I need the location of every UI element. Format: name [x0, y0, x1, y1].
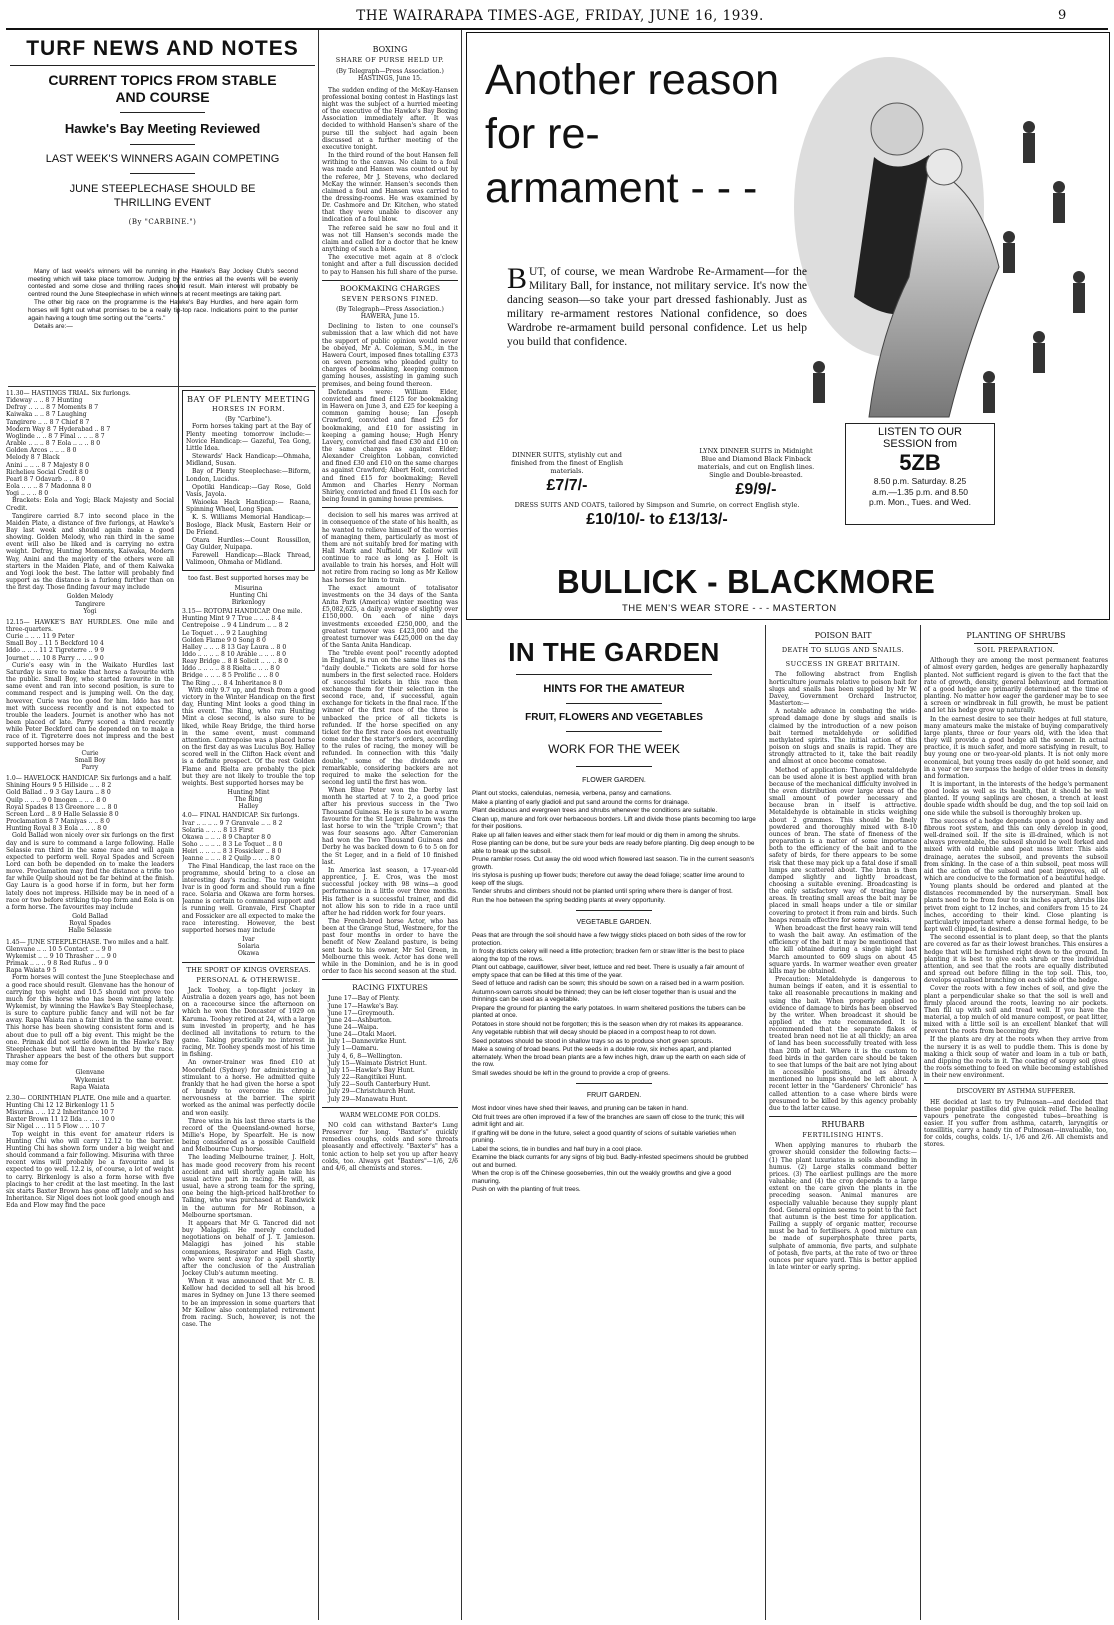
entry-row: Woglinde .. .. 8 7 Final .. .. .. 8 7 [6, 432, 105, 440]
turf-head2: Hawke's Bay Meeting Reviewed [64, 121, 261, 136]
flower-tip: Plant out stocks, calendulas, nemesia, verbena, pansy and carnations. [472, 790, 672, 797]
fixture-item: June 17—Bay of Plenty. [328, 995, 400, 1003]
race-5-table [6, 1102, 174, 1131]
fruit-garden-title: FRUIT GARDEN. [586, 1092, 642, 1099]
pick-item: Glenvane [75, 1069, 105, 1077]
ad-store: THE MEN'S WEAR STORE - - - MASTERTON [622, 603, 837, 614]
fixture-item: July 4, 6, 8—Wellington. [328, 1052, 403, 1060]
bookmaking-title: BOOKMAKING CHARGES [339, 283, 441, 293]
poison-p4: When broadcast the first heavy rain will tend to wash the bait away. An estimation of the efficiency of the bait it may be mentioned that the kill obtained during a single night last March amounted to 609 slugs on about 45 square yards. In warmer weather even greater kills may be obtained. [769, 924, 917, 975]
sport-sub: PERSONAL & OTHERWISE. [196, 975, 301, 984]
bop-race-1: 3.15— ROTOPAI HANDICAP. One mile. [182, 608, 303, 616]
pick-item: Ivar [242, 936, 255, 944]
entry-row: Hunting Royal 8 3 Eola .. .. .. 8 0 [6, 825, 107, 833]
race-4-title: 1.45— JUNE STEEPLECHASE. Two miles and a half. [6, 938, 169, 946]
entry-row: Iddo .. .. .. 11 2 Tigreterre .. 9 9 [6, 647, 105, 655]
race-3-title: 1.0— HAVELOCK HANDICAP. Six furlongs and a half. [6, 775, 172, 783]
race-1-title: 11.30— HASTINGS TRIAL. Six furlongs. [6, 390, 131, 397]
pick-item: Curie [81, 749, 99, 757]
vegetable-tip: Any vegetable rubbish that will decay should be placed in a compost heap to rot down. [472, 1029, 717, 1036]
garden-sub1: HINTS FOR THE AMATEUR [543, 683, 685, 695]
bop-picks-1 [182, 585, 315, 606]
fixtures-title: RACING FIXTURES [352, 983, 428, 993]
flower-tip: Rake up all fallen leaves and either stack them for leaf mould or dig them in among the shrubs. [472, 831, 740, 839]
entry-row: Shining Hours 9 5 Hillside .. .. 8 2 [6, 782, 112, 790]
vegetable-tip: Make a sowing of broad beans. Put the seeds in a double row, six inches apart, and planted alternately. When the broad bean plants are a few inches high, draw up the earth on each side of the row. [472, 1046, 746, 1068]
entry-row: Kaiwaka .. .. 8 7 Laughing [6, 411, 87, 419]
poison-sub: DEATH TO SLUGS AND SNAILS. [781, 646, 905, 655]
bop-p8: Farewell Handicap:—Black Thread, Valimoon, Ohmaha or Midland. [186, 552, 311, 567]
bop-p7: Otara Hurdles:—Count Roussillon, Gay Gulder, Nuipapa. [186, 536, 311, 551]
flower-tip: Iris stylosa is pushing up flower buds; therefore cut away the dead foliage; scatter lime around to keep off the slugs. [472, 872, 745, 887]
vegetable-list [466, 932, 762, 1077]
fruit-tip: Push on with the planting of fruit trees. [472, 1186, 581, 1193]
vegetable-tip: Autumn-sown carrots should be thinned; they can be left closer together than is usual and the thinnings can be used as a vegetable. [472, 988, 737, 1003]
entry-row: Golden Flame 9 0 Song 8 0 [182, 636, 266, 644]
pick-item: Okawa [237, 950, 260, 958]
fixtures-list [322, 995, 458, 1102]
turf-p4: Gold Ballad won nicely over six furlongs on the first day and is sure to command a large following. Halle Selassie ran third in the same race and will again expected to perform well. Royal Spades and Screen Lord can both be depended on to make the leaders move. Proclamation may find the distance a trifle too far while Quilp should not be far behind at the finish. Gay Laura is a good horse if in form, but her form lately does not impress. Hillside may be in need of a race or two before striking tip-top form and Eola is on a form horse. The favourites may include [6, 832, 174, 911]
pick-item: Tangirere [74, 600, 106, 608]
fixture-item: June 17—Greymouth. [328, 1009, 395, 1017]
pick-item: Halley [238, 803, 259, 811]
pick-item: Solaria [237, 943, 260, 951]
bookmaking-p2: Defendants were: William Elder, convicted and fined £125 for bookmaking in Hawera on June 3, and £25 for keeping a common gaming house; Ian Joseph Crawford, convicted and fined £25 for bookmaking, and £10 for assisting in keeping a gaming house; Hugh Henry Lavery, convicted and fined £30 and £10 on the same charges as against Elder; Alexander Creighton Lobban, convicted and fined £30 and £10 on the same charges as against Crawford; Albert Holt, convicted and fined £15 for bookmaking; Revell Ammon and Charles Henry Norman Shirley, convicted and fined £1 10s each for being found in gaming house premises. [322, 388, 458, 504]
entry-row: Quilp .. .. .. 9 0 Imogen .. .. .. 8 0 [6, 796, 107, 804]
turf-p3: Curie's easy win in the Waikato Hurdles last Saturday is sure to make that horse a favourite with the public. Small Boy, who started favourite in the same event and ran into second position, is sure to command respect and is jumping well. On the day, however, Curie was too good for him. Iddo has not met with success recently and is not expected to trouble the leaders. Journet is another who has not been placed of late. Parry scored a third recently while Peter Beckford can be depended on to make a race of it. Tigreterre does not impress and the best supported horses may be [6, 661, 174, 748]
garden-sub3: WORK FOR THE WEEK [548, 742, 680, 756]
boxing-p3: The referee said he saw no foul and it was not till Hansen's seconds made the claim and called for a doctor that he knew anything of such a blow. [322, 224, 458, 254]
entry-row: Modern Way 8 7 Hyderabad .. 8 7 [6, 425, 111, 433]
shrubs-p2: In the earnest desire to see their hedges at full stature, many amateurs make the mistake of buying comparatively large plants, three or four years old, with the idea that they will provide a good hedge all the sooner. In actual practice, it is much safer, and more satisfying in result, to buy young one or two-year-old plants. It is not only more economical, but young trees easily do get held sooner, and in a year or two surpass the hedge of older trees in density and formation. [924, 715, 1108, 780]
turf-p1: Brackets: Eola and Yogi; Black Majesty and Social Credit. [6, 497, 174, 512]
pick-item: Hunting Mint [227, 788, 270, 796]
radio-times: 8.50 p.m. Saturday. 8.25 a.m.—1.35 p.m. and 8.50 p.m. Mon., Tues. and Wed. [869, 476, 971, 507]
boxing-title: BOXING [372, 45, 408, 54]
sport-p1: Jack Toohey, a top-flight jockey in Australia a dozen years ago, has not been on a racecourse since the afternoon on which he won the Doncaster of 1929 on Karuma. Toohey retired at 24, with a large sum invested in property, and he has declined all invitations to return to the game. Taking practically no interest in racing, Mr. Toohey spends most of his time in fishing. [182, 986, 315, 1059]
ad-body-text: UT, of course, we mean Wardrobe Re-Armament—for the Military Ball, for instance, not military service. It's now the dancing season—so take your part dressed fashionably. Just as military re-armament restores National confidence, so does Wardrobe re-armament build personal confidence. Let us help you build that confidence. [507, 266, 807, 348]
dancing-couple-illustration [779, 37, 1107, 425]
turf-banner: TURF NEWS AND NOTES [26, 37, 299, 60]
bookmaking-sub: SEVEN PERSONS FINED. [341, 294, 439, 303]
pick-item: Small Boy [74, 756, 106, 764]
fixture-item: July 1—Dannevirke Hunt. [328, 1038, 407, 1046]
vegetable-garden-title: VEGETABLE GARDEN. [576, 919, 652, 926]
fruit-tip: Old fruit trees are often improved if a few of the branches are sawn off close to the trunk; this will admit light and air. [472, 1113, 745, 1128]
entry-row: Hunting Mint 9 7 True .. .. .. 8 4 [182, 615, 282, 623]
fruit-tip: Examine the black currants for any signs of big bud. Badly-infested specimens should be grubbed out and burned. [472, 1154, 749, 1169]
flower-list [466, 790, 762, 904]
entry-row: Solaria .. .. .. 8 13 First [182, 826, 254, 834]
bop-race-2: 4.0— FINAL HANDICAP. Six furlongs. [182, 812, 300, 820]
poison-p3: Method of application: Though metaldehyde can be used alone it is best applied with bran because of the mechanical difficulty involved in the even distribution over large areas of the small amount of powder necessary and because bran in itself is attractive. Metaldehyde is obtainable in sticks weighing about 2 grammes. This should be finely powdered and thoroughly mixed with 8-10 ounces of bran. The state of fineness of the preparation is a matter of some importance both to the efficiency of the bait and to the safety of birds, for there appears to be some risk that these may pick up a fatal dose if small lumps are scattered about. The bran is then damped slightly and lightly broadcast, choosing a suitable evening. Broadcasting is the only satisfactory way of treating large areas. In treating small areas the bait may be placed in small heaps under a tile or similar covering to protect it from rain and birds. Such heaps remain effective for some weeks. [769, 766, 917, 924]
fixture-item: June 24—Ashburton. [328, 1016, 392, 1024]
entry-row: Heiri .. .. .. .. 8 3 Fossicker .. 8 0 [182, 848, 282, 856]
entry-row: Ivar .. .. .. .. 9 7 Granvale .. .. 8 2 [182, 819, 283, 827]
entry-row: Pearl 8 7 Odavarb .. .. 8 0 [6, 475, 86, 483]
pick-item: Misurina [234, 584, 263, 592]
picks-4 [6, 1069, 174, 1090]
shrubs-p4: The success of a hedge depends upon a good bushy and fibrous root system, and this can only develop in good, well-drained soil. If the site is ill-drained, which is not always preventable, the subsoil should be well forked and mixed with old rubble and peat moss litter. This aids drainage, aerates the subsoil, and prevents the subsoil from sinking. In the case of a thin subsoil, peat moss will aid the action of the subsoil and peat improves, all of which are conducive to the formation of a beautiful hedge. [924, 817, 1108, 882]
vegetable-tip: In frosty districts celery will need a little protection; bracken fern or straw litter is the best to place along the top of the rows. [472, 948, 745, 963]
turf-col-1 [6, 390, 174, 1620]
entry-row: Sir Nigel .. .. 11 5 Flow .. .. 10 7 [6, 1123, 105, 1131]
dress-suits-text: DRESS SUITS AND COATS, tailored by Simpson and Sumrie, on correct English style. [514, 501, 800, 509]
fixture-item: July 15—Hawke's Bay Hunt. [328, 1066, 415, 1074]
entry-row: Halley .. .. .. 8 13 Gay Laura .. 8 0 [182, 643, 287, 651]
vegetable-tip: Prepare the ground for planting the early potatoes. In warm sheltered positions the tubers can be planted at once. [472, 1004, 746, 1019]
warm-welcome-title: WARM WELCOME FOR COLDS. [339, 1111, 441, 1119]
turf-header [10, 33, 315, 273]
kellow-p1: decision to sell his mares was arrived at in consequence of the state of his health, as he wanted to relieve himself of the worries of managing them, particularly as most of them are not suitably bred for mating with Hall Mark and Nuffield. Mr Kellow will continue to race as long as J. Holt is available to train his horses, and Holt will not retire from racing so long as Mr Kellow has horses for him to train. [322, 512, 458, 584]
pick-item: Hunting Chi [229, 591, 268, 599]
poison-p2: A notable advance in combating the wide-spread damage done by slugs and snails is claimed by the introduction of a new poison bait termed metaldehyde or solidified methylated spirits. The initial action of this poison on slugs and snails is rapid. They are strongly attracted to it, take the bait readily and almost at once become comatose. [769, 708, 917, 766]
entry-row: Reay Bridge .. 8 8 Solicit .. .. .. 8 0 [182, 658, 288, 666]
fruit-tip: If grafting will be done in the future, select a good quantity of scions of suitable varieties when pruning. [472, 1129, 736, 1144]
entry-row: The Ring .. .. 8 4 Inheritance 8 0 [182, 679, 283, 687]
turf-intro-p2: The other big race on the programme is the Hawke's Bay Hurdles, and here again form horses will fight out what promises to be a really tip-top race. Indications point to the punter again having a tough time sorting out the "certs." [28, 299, 298, 322]
ad-dropcap: B [507, 262, 528, 295]
ad-headline-text: Another reason for re-armament - - - [485, 56, 780, 212]
entry-row: Baxter Brown 11 12 Ilda .. .. .. 10 0 [6, 1116, 115, 1124]
shrubs-p3: It is important, in the interests of the hedge's permanent good looks as well as its health, that it should be well planted. If young saplings are chosen, a trench at least double spade width should be dug, and the top soil laid on one side while the subsoil is thoroughly broken up. [924, 780, 1108, 817]
entry-row: Iddo .. .. .. .. 8 8 Rielta .. .. .. 8 0 [182, 665, 280, 673]
pick-item: The Ring [234, 796, 263, 804]
picks-3 [6, 913, 174, 934]
bop-cont: too fast. Best supported horses may be [188, 575, 309, 583]
rhubarb-title: RHUBARB [821, 1120, 865, 1129]
bop-p10: The Final Handicap, the last race on the programme, should bring to a close an interesting day's racing. The top weight Ivar is in good form and should run a fine race. Solaria and Okawa are form horses. Jeanne is certain to command support and is running well. Granvale, First Chapter and Fossicker are all expected to make the race interesting. However, the best supported horses may include [182, 862, 315, 934]
shrubs-p8: If the plants are dry at the roots when they arrive from the nursery it is as well to puddle them. This is done by making a thick soup of water and loam in a tub or bath, and dipping the roots in it. The coating of soupy soil gives the roots something to feed on while becoming established in their new environment. [924, 1036, 1108, 1080]
turf-head1: CURRENT TOPICS FROM STABLE AND COURSE [48, 72, 277, 105]
bop-p4: Opotiki Handicap:—Gay Rose, Gold Vasis, Jayola. [186, 483, 311, 498]
entry-row: Okawa .. .. .. 8 9 Chapter 8 0 [182, 833, 271, 841]
poison-p5: Precaution: Metaldehyde is dangerous to human beings if eaten, and it is essential to take all reasonable precautions in making and using the bait. When properly applied no evidence of damage to birds has been observed by the writer. When broadcast it should be applied at the rate recommended. It is recommended that the separate flakes of treated bran need not lie at all thickly; an area of land has been successfully treated with less than 20lb of bait. Where it is the custom to feed birds in the garden care should be taken to see that lumps of the bait are not lying about in accessible positions, and as already mentioned no lumps should be left about. A recent letter in the "Gardeners' Chronicle" has called attention to a case where birds were presumed to be killed by this agency probably due to the latter cause. [769, 976, 917, 1112]
boxing-col [322, 32, 458, 1620]
entry-row: Defray .. .. .. 8 7 Moments 8 7 [6, 404, 99, 412]
shrubs-p7: Cover the roots with a few inches of soil, and give the plant a perpendicular shake so that the soil is well and firmly placed around the roots, leaving no air pockets. Then fill up with soil and tread well. If you have the material, a top mulch of old manure compost, or peat litter, mixed with a little soil is an excellent blanket that will prevent the roots from becoming dry. [924, 985, 1108, 1036]
turf-byline: (By "CARBINE.") [128, 218, 197, 226]
pick-item: Wykemist [74, 1076, 106, 1084]
lynx-suits-text: LYNX DINNER SUITS in Midnight Blue and Diamond Black Finback materials, and cut on English lines. Single and Double-breasted. [697, 447, 815, 479]
bop-box [182, 390, 315, 571]
kellow-p3: The "treble event pool" recently adopted in England, is run on the same lines as the "daily double." Tickets are sold for horse numbers in the first selected race. Holders of successful tickets in this race then exchange them for their selection in the second race, and, if successful, again exchange for tickets in the final race. If the winner of the first race of the three is unbacked the price of all tickets is refunded. If the horse specified on any ticket for the first race does not eventually come under the starter's orders, according to the rules of racing, the money will be refunded. In connection with this "daily double," some of the dividends are remarkable, considering backers are not required to make the selection for the second leg until the first has won. [322, 650, 458, 786]
entry-row: Journet .. .. 10 8 Parry .. .. .. 9 0 [6, 654, 104, 662]
turf-intro [28, 268, 298, 388]
fixture-item: July 29—Christchurch Hunt. [328, 1088, 416, 1096]
sport-p6: When it was announced that Mr C. B. Kellow had decided to sell all his brood mares in Sydney on June 13 there seemed to be an impression in some quarters that Mr Kellow also contemplated retirement from racing. Such, however, is not the case. The [182, 1278, 315, 1329]
turf-p5: Form horses will contest the June Steeplechase and a good race should result. Glenvane has the honour of carrying top weight and 10.5 should not prove too much for this horse who has been winning lately. Wykemist, by winning the Hawke's Bay Steeplechase, is sure to capture public fancy and will not be far away. Rapa Waiata ran a fair third in the same event. This horse has been showing consistent form and is about due to pull off a big event. This might be the one. Primak did not settle down in the Hawke's Bay Steeplechase but will have benefited by the race. Thrasher appears the best of the others but support may come for [6, 974, 174, 1068]
picks-1 [6, 593, 174, 614]
turf-details: Details are:— [34, 323, 73, 331]
bop-picks-3 [182, 936, 315, 957]
bookmaking-tel: (By Telegraph—Press Association.) HAWERA, June 15. [336, 306, 444, 321]
vegetable-tip: Potatoes in store should not be forgotten; this is the season when dry rot makes its appearance. [472, 1020, 744, 1028]
vegetable-tip: Seed of lettuce and radish can be sown; this should be sown on a raised bed in a warm position. [472, 980, 745, 987]
poison-title: POISON BAIT [814, 631, 872, 640]
entry-row: Tangirere .. .. 8 7 Chief 8 7 [6, 418, 90, 426]
bop-byline: (By "Carbine"). [225, 416, 272, 424]
fruit-list [466, 1105, 762, 1194]
turf-head4: JUNE STEEPLECHASE SHOULD BE THRILLING EVENT [69, 183, 256, 209]
poison-p1: The following abstract from English horticulture journals relative to poison bait for slugs and snails has been supplied by Mr W. Davey, Government Orchard Instructor, Masterton:— [769, 671, 917, 708]
bop-p6: K. S. Williams Memorial Handicap:— Bosloge, Black Musk, Eastern Heir or De Friend. [186, 514, 311, 536]
pick-item: Golden Melody [66, 593, 114, 601]
turf-p2: Tangirere carried 8.7 into second place in the Maiden Plate, a distance of five furlongs, at Hawke's Bay last week and should again make a good showing. Golden Melody, who ran third in the same event will also be liked and is carrying no extra weight. Defray, Hunting Moments, Kaiwaka, Modern Way, Anini and the majority of the others were all starters in the Maiden Plate, and of them Kaiwaka and Yogi look the best. The latter will probably find support as the distance is a furlong further than on the first day. Those finding favour may include [6, 512, 174, 592]
ad-body [507, 262, 807, 349]
entry-row: Arable .. .. .. 8 7 Eola .. .. .. 8 0 [6, 440, 101, 448]
turf-col-2 [182, 390, 315, 1620]
sport-title: THE SPORT OF KINGS OVERSEAS. [186, 965, 311, 974]
shrubs-title: PLANTING OF SHRUBS [966, 631, 1066, 640]
bop-race-2-table [182, 820, 315, 863]
entry-row: Anini .. .. .. 8 7 Majesty 8 0 [6, 461, 90, 469]
entry-row: Jeanne .. .. .. 8 2 Quilp .. .. .. 8 0 [182, 855, 280, 863]
entry-row: Wykemist .. .. 9 10 Thrasher .. .. 9 0 [6, 952, 117, 960]
race-2-table [6, 633, 174, 662]
asthma-text: HE decided at last to try Pulmosan—and decided that these popular pastilles did give quick relief. The healing vapours penetrate the congested tubes—breathing is easier. If you suffer from asthma, catarrh, laryngitis or tonsillitis, carry a handy tin of Pulmosan—invaluable, too, for colds, coughs, colds. 1/-, 1/6 and 2/6. All chemists and stores. [924, 1098, 1108, 1149]
bop-p1: Form horses taking part at the Bay of Plenty meeting tomorrow include:— Novice Handicap:— Gazeful, Tea Gong, Little Idea. [186, 423, 311, 452]
kellow-p4: When Blue Peter won the Derby last month he started at 7 to 2, a good price after his previous success in the Two Thousand Guineas. He is sure to be a warm favourite for the St Leger. Bahram was the last horse to win the "triple Crown"; that was four seasons ago. After Cameronian had won the Two Thousand Guineas and Derby he was backed down to 6 to 5 on for the St Leger, and in a field of 10 finished last. [322, 787, 458, 866]
shrubs-sub: SOIL PREPARATION. [976, 646, 1056, 655]
bop-sub: HORSES IN FORM. [212, 405, 285, 414]
flower-tip: Tender shrubs and climbers should not be planted until spring where there is danger of frost. [472, 888, 733, 895]
radio-session-box [845, 423, 995, 525]
pick-item: Birkenlogy [231, 598, 266, 606]
flower-tip: Clean up, manure and fork over herbaceous borders. Lift and divide those plants becoming too large for their positions. [472, 815, 756, 830]
sport-p4: The leading Melbourne trainer, J. Holt, has made good recovery from his recent accident and will shortly again take his usual active part in racing. He will, as usual, have a strong team for the spring, one being the high-priced half-brother to Talking, who was purchased at Randwick in the autumn for Mr Robinson, a Melbourne sportsman. [182, 1154, 315, 1219]
race-5-title: 2.30— CORINTHIAN PLATE. One mile and a quarter. [6, 1094, 171, 1102]
boxing-sub: SHARE OF PURSE HELD UP. [335, 56, 445, 65]
entry-row: Curie .. .. .. 11 9 Peter [6, 633, 75, 641]
turf-intro-p1: Many of last week's winners will be running in the Hawke's Bay Jockey Club's second meeting which will take place tomorrow. Judging by the entries all the events will be evenly contested and some close and thrilling races should result. Main interest will probably be centred round the June Steeplechase in which winners at recent meetings are taking part. [28, 268, 298, 298]
shrubs-p6: The second essential is to plant deep, so that the plants are covered as far as their lowest branches. This ensures a hedge that will be furnished right down to the ground. In planting it is best to give each shrub or tree individual attention, and see that the roots are equally distributed and spread out before filling in the top soil. This, too, develops equalised branching on each side of the hedge. [924, 934, 1108, 985]
boxing-p2: In the third round of the bout Hansen fell writhing to the canvas. No claim to a foul was made and Hansen was counted out by the referee, Mr J. Stevens, who declared McKay the winner. Hansen's seconds then claimed a foul and Hansen was carried to the dressing-rooms. He was examined by Dr. Cashmore and Dr. Kitchen, who stated that they were unable to discover any indication of a foul blow. [322, 152, 458, 224]
fixture-item: July 15—Waimate District Hunt. [328, 1059, 427, 1067]
shrubs-p1: Although they are among the most permanent features of almost every garden, hedges are generally haphazardly planted. Not sufficient regard is given to the fact that the rate of growth, density, general behaviour, and formation of a good hedge are primarily determined at the time of planting. No matter how eager the gardener may be to see a screen or windbreak in full growth, he must be patient and let his hedge grow up naturally. [924, 657, 1108, 715]
masthead [0, 4, 1114, 26]
lynx-suits-price: £9/9/- [735, 481, 777, 498]
entry-row: Iddo .. .. .. .. 8 10 Arable .. .. .. 8 0 [182, 651, 287, 658]
turf-p6: Top weight in this event for amateur riders is Hunting Chi who will carry 12.12 to the barrier. Hunting Chi has shown form under a big weight and should command a fair following. Misurina with three recent wins will probably be a favourite and is expected to go well. 12.2 is, of course, a lot of weight to carry. Birkenlogy is also a form horse with five placings to her credit at the last meeting. In the last six starts Baxter Brown has gone off lately and so has Inheritance. Sir Nigel does not look good enough and Eda and Flow may find the pace [6, 1130, 174, 1210]
dinner-suits-price: £7/7/- [546, 477, 588, 494]
pick-item: Parry [81, 763, 99, 771]
bop-p3: Bay of Plenty Steeplechase:—Biform, London, Lucidus. [186, 468, 311, 483]
bop-picks-2 [182, 789, 315, 810]
flower-tip: Prune rambler roses. Cut away the old wood which flowered last season. Tie in the current season's growth. [472, 856, 755, 871]
bop-race-1-table [182, 615, 315, 687]
entry-row: Hunting Chi 12 12 Birkenlogy 11 5 [6, 1102, 115, 1109]
garden-title: IN THE GARDEN [508, 637, 720, 667]
entry-row: Small Boy .. 11 5 Beckford 10 4 [6, 640, 104, 648]
fruit-tip: When the crop is off the Chinese gooseberries, thin out the weakly growths and give a good manuring. [472, 1170, 732, 1185]
entry-row: Centrepoise .. 9 4 Lindrum .. .. 8 2 [182, 622, 289, 630]
entry-row: Gold Ballad .. 9 3 Gay Laura .. 8 0 [6, 789, 111, 797]
pick-item: Rapa Waiata [70, 1083, 110, 1091]
pick-item: Halle Selassie [68, 927, 112, 935]
poison-sub2: SUCCESS IN GREAT BRITAIN. [785, 660, 901, 669]
bop-p5: Waioeka Hack Handicap:— Raana, Spinning Wheel, Long Span. [186, 499, 311, 514]
rhubarb-text: When applying manures to rhubarb the grower should consider the following facts:—(1) The plant luxuriates in soils abounding in humus. (2) Large stalks command better prices. (3) The earliest pullings are the more valuable; and (4) the crop depends to a large extent on the care given the plants in the preceding season. Animal manures are especially valuable because they supply plant food. General opinion seems to point to the fact that autumn is the best time for application. Failing a supply of organic matter, recourse must be had to fertilisers. A good mixture can be made of superphosphate three parts, sulphate of ammonia, five parts, and sulphate of potash, five parts, at the rate of two or three ounces per square yard. This is better applied in late winter or early spring. [769, 1142, 917, 1271]
flower-tip: Rose planting can be done, but be sure your beds are ready before planting. Dig deep enough to be able to break up the subsoil. [472, 840, 755, 855]
dress-suits-price: £10/10/- to £13/13/- [586, 511, 728, 528]
flower-tip: Run the hoe between the spring bedding plants at every opportunity. [472, 896, 666, 904]
entry-row: Soho .. .. .. .. 8 3 Le Toquet .. 8 0 [182, 841, 283, 849]
radio-station: 5ZB [899, 450, 941, 475]
bop-title: BAY OF PLENTY MEETING [187, 395, 310, 404]
vegetable-tip: Peas that are through the soil should have a few twiggy sticks placed on both sides of the row for protection. [472, 932, 746, 947]
ad-brand: BULLICK - BLACKMORE [557, 563, 936, 600]
entry-row: Golden Arcos .. .. .. 8 0 [6, 447, 77, 455]
kellow-p2: The exact amount of totalisator investments on the 34 days of the Santa Anita Park (America) winter meeting was £5,082,625, a daily average of slightly over £150,000. On each of nine days investments exceeded £250,000, and the greatest turnover was £423,000 and the greatest turnover was £425,000 on the day of the Santa Anita Handicap. [322, 584, 458, 650]
asthma-title: DISCOVERY BY ASTHMA SUFFERER. [956, 1088, 1076, 1096]
vegetable-tip: Plant out cabbage, cauliflower, silver beet, lettuce and red beet. There is usually a fair amount of empty space that can be filled at this time of the year. [472, 964, 744, 979]
sport-p2: An owner-trainer was fined £10 at Moorefield (Sydney) for administering a stimulant to a horse. He admitted quite frankly that he had given the horse a spot of brandy to overcome its chronic nervousness at the barrier. The spirit worked as the animal was perfectly docile and won easily. [182, 1059, 315, 1117]
fruit-tip: Most indoor vines have shed their leaves, and pruning can be taken in hand. [472, 1105, 689, 1112]
rhubarb-sub: FERTILISING HINTS. [802, 1131, 884, 1140]
entry-row: Bridge .. .. .. 8 5 Prolific .. .. 8 0 [182, 672, 280, 680]
flower-tip: Plant deciduous and evergreen trees and shrubs whenever the conditions are suitable. [472, 807, 718, 814]
entry-row: Royal Spades 8 13 Greenore .. .. 8 0 [6, 803, 118, 811]
fixture-item: June 17—Hawke's Bay. [328, 1002, 399, 1010]
entry-row: Screen Lord .. 8 9 Halle Selassie 8 0 [6, 810, 119, 818]
page-number: 9 [1058, 8, 1067, 23]
dinner-suits-text: DINNER SUITS, stylishly cut and finished from the finest of English materials. [510, 451, 624, 475]
entry-row: Eola .. .. .. 8 7 Madonna 8 0 [6, 483, 92, 491]
fixture-item: July 22—Rangitikei Hunt. [328, 1074, 407, 1082]
entry-row: Yogi .. .. .. 8 0 [6, 490, 49, 498]
entry-row: Le Toquet .. .. 9 2 Laughing [182, 629, 268, 637]
shrubs-col [924, 628, 1108, 1620]
entry-row: Primak .. .. .. 9 8 Red Rufus .. 9 0 [6, 960, 109, 968]
entry-row: Glenvane .. .. 10 5 Contact .. .. 9 0 [6, 945, 112, 953]
fixture-item: June 24—Waipa. [328, 1024, 379, 1031]
ad-headline [485, 53, 785, 215]
lynx-suits [695, 447, 817, 501]
turf-head3: LAST WEEK'S WINNERS AGAIN COMPETING [45, 153, 280, 165]
entry-row: Richelieu Social Credit 8 0 [6, 468, 89, 476]
pick-item: Gold Ballad [72, 913, 108, 921]
picks-2 [6, 750, 174, 771]
garden-section [466, 625, 762, 1620]
entry-row: Tideway .. .. 8 7 Hunting [6, 397, 83, 405]
bop-p9: With only 9.7 up, and fresh from a good victory in the Winter Handicap on the first day, Hunting Mint looks a good thing in this event. The Ring, who ran Hunting Mint a close second, is also sure to be liked, while Reay Bridge, the third horse in the same event, must command attention. Centrepoise was a placed horse on the first day as was Luculus Boy. Halley scored well in the Clifton Hack event and is a definite prospect. Of the rest Golden Flame and Rielta are probably the pick but they are not likely to trouble the top weights. Best supported horses may be [182, 686, 315, 787]
shrubs-p5: Young plants should be ordered and planted at the distances recommended by the nurseryman. Small box plants need to be from four to six inches apart, shrubs like privet from eight to 12 inches, and conifers from 15 to 24 inches, according to their kind. Close planting is particularly important where a dense formal hedge, to be kept well clipped, is desired. [924, 883, 1108, 934]
sport-p3: Three wins in his last three starts is the record of the Queensland-owned horse, Millie's Hope, by Spearfelt. He is now being considered as a possible Caulfield and Melbourne Cup horse. [182, 1117, 315, 1154]
boxing-p4: The executive met again at 8 o'clock tonight and after a full discussion decided to pay to Hansen his full share of the purse. [322, 254, 458, 276]
masthead-title: THE WAIRARAPA TIMES-AGE, FRIDAY, JUNE 16, 1939. [356, 8, 764, 24]
vegetable-tip: Small swedes should be left in the ground to provide a crop of greens. [472, 1069, 670, 1077]
entry-row: Rapa Waiata 9 5 [6, 967, 57, 975]
boxing-tel: (By Telegraph—Press Association.) HASTINGS, June 15. [336, 68, 444, 83]
fruit-tip: Label the scions, tie in bundles and half bury in a cool place. [472, 1145, 643, 1153]
sport-p5: It appears that Mr G. Tancred did not buy Malagigi. He merely concluded negotiations on behalf of J. T. Jamieson. Malagigi has joined his stable companions, Respirator and High Caste, who were sent away for a spell shortly after the conclusion of the Australian Jockey Club's autumn meeting. [182, 1219, 315, 1277]
dinner-suits [507, 451, 627, 497]
race-3-table [6, 782, 174, 832]
kellow-p5: In America last season, a 17-year-old apprentice, J. E. Cros, was the most successful jockey with 98 wins—a good performance in a little over three months. His father is a successful trainer, and did not allow his son to ride in a race until after he had ridden work for four years. [322, 866, 458, 917]
bop-p2: Stewards' Hack Handicap:—Ohmaha, Midland, Susan. [186, 453, 311, 468]
pick-item: Yogi [83, 607, 97, 615]
flower-garden-title: FLOWER GARDEN. [582, 777, 646, 784]
entry-row: Misurina .. .. 12 2 Inheritance 10 7 [6, 1109, 114, 1117]
race-4-table [6, 946, 174, 975]
warm-welcome-text: NO cold can withstand Baxter's Lung Preserver for long. "Baxter's" quickly remedies coughs, colds and sore throats pleasantly and effectively. "Baxter's" has a tonic action to help set you up after heavy colds, too. Always get "Baxters"—1/6, 2/6 and 4/6, all chemists and stores. [322, 1121, 458, 1172]
garden-sub2: FRUIT, FLOWERS AND VEGETABLES [525, 712, 703, 723]
race-2-title: 12.15— HAWKE'S BAY HURDLES. One mile and three-quarters. [6, 618, 174, 633]
flower-tip: Make a planting of early gladioli and put sand around the corms for drainage. [472, 798, 690, 806]
fixture-item: July 22—South Canterbury Hunt. [328, 1081, 431, 1089]
dress-suits [507, 501, 807, 531]
race-1-table [6, 397, 174, 497]
radio-listen: LISTEN TO OUR SESSION from [878, 426, 962, 450]
poison-bait-col [769, 628, 917, 1620]
fixture-item: July 1—Oamaru. [328, 1045, 379, 1053]
entry-row: Proclamation 8 7 Maniyas .. .. 8 0 [6, 818, 110, 826]
bullick-blackmore-ad [466, 32, 1110, 620]
vegetable-tip: Seed potatoes should be stood in shallow trays so as to produce short green sprouts. [472, 1037, 714, 1045]
entry-row: Melody 8 7 Black [6, 454, 60, 462]
kellow-p6: The French-bred horse Actor, who has been at the Grange Stud, Westmere, for the past four months in order to have the benefit of New Zealand pasture, is being sent back to his owner, Mr Sol Green, in Melbourne this week. Actor has done well while in the Dominion, and he is in good order to face his second season at the stud. [322, 917, 458, 976]
boxing-p1: The sudden ending of the McKay-Hansen professional boxing contest in Hastings last night was the subject of a hurried meeting of the executive of the Hawke's Bay Boxing Association immediately after. It was decided to withhold Hansen's share of the purse till the subject had again been discussed at a further meeting of the executive tonight. [322, 86, 458, 151]
pick-item: Royal Spades [69, 920, 111, 928]
fixture-item: July 29—Manawatu Hunt. [328, 1095, 408, 1103]
fixture-item: June 24—Otaki Maori. [328, 1031, 397, 1039]
bookmaking-p1: Declining to listen to one counsel's submission that a law which did not have the support of public opinion would never be obeyed, Mr A. Coleman, S.M., in the Hawera Court, imposed fines totalling £373 on seven persons who pleaded guilty to charges of bookmaking, keeping common gaming houses, assisting in gaming such premises, and being found thereon. [322, 323, 458, 388]
